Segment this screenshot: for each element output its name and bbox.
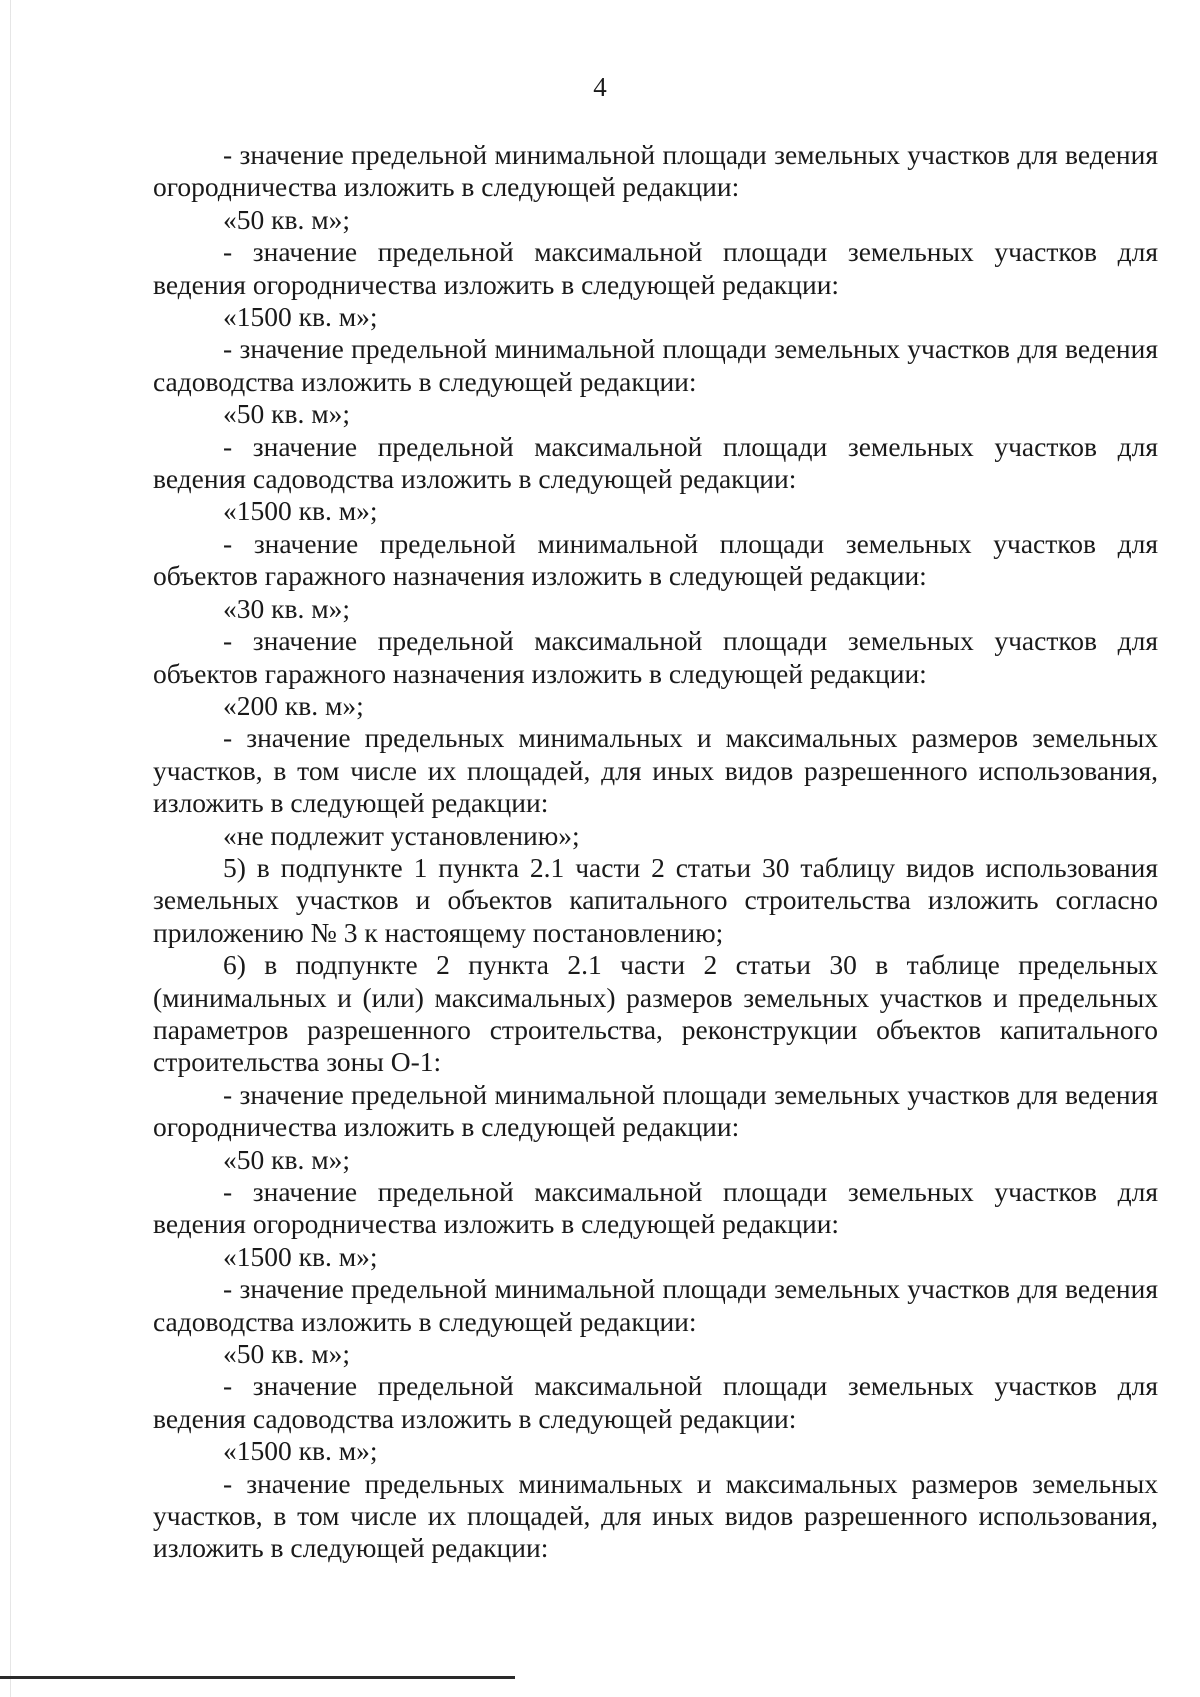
paragraph: - значение предельной минимальной площади земельных участков для ведения огородничества изложить в следующей редакции:	[153, 139, 1158, 203]
paragraph: - значение предельной максимальной площади земельных участков для ведения огородничества изложить в следующей редакции:	[153, 1176, 1158, 1240]
paragraph: 5) в подпункте 1 пункта 2.1 части 2 статьи 30 таблицу видов использования земельных участков и объектов капитального строительства изложить согласно приложению № 3 к настоящему постановлению;	[153, 851, 1158, 948]
paragraph: - значение предельной минимальной площади земельных участков для ведения садоводства изложить в следующей редакции:	[153, 333, 1158, 397]
paragraph: - значение предельной максимальной площади земельных участков для объектов гаражного назначения изложить в следующей редакции:	[153, 625, 1158, 689]
quoted-value: «50 кв. м»;	[223, 398, 351, 430]
page-number: 4	[593, 72, 607, 102]
quoted-value: «30 кв. м»;	[223, 592, 351, 624]
scan-left-edge	[10, 0, 11, 1697]
quoted-value: «50 кв. м»;	[223, 203, 351, 235]
paragraph: - значение предельной минимальной площади земельных участков для ведения огородничества изложить в следующей редакции:	[153, 1078, 1158, 1143]
paragraph: - значение предельной минимальной площади земельных участков для ведения садоводства изложить в следующей редакции:	[153, 1273, 1158, 1337]
quoted-value: «50 кв. м»;	[223, 1338, 351, 1370]
quoted-value: «50 кв. м»;	[223, 1143, 351, 1175]
paragraph: - значение предельной максимальной площади земельных участков для ведения садоводства изложить в следующей редакции:	[153, 1370, 1158, 1434]
scan-bottom-rule	[0, 1676, 515, 1679]
quoted-value: «не подлежит установлению»;	[223, 819, 580, 851]
paragraph: - значение предельной максимальной площади земельных участков для ведения садоводства изложить в следующей редакции:	[153, 430, 1158, 495]
quoted-value: «1500 кв. м»;	[223, 301, 378, 333]
paragraph: - значение предельных минимальных и максимальных размеров земельных участков, в том числе их площадей, для иных видов разрешенного использования, изложить в следующей редакции:	[153, 722, 1158, 819]
quoted-value: «200 кв. м»;	[223, 689, 364, 721]
quoted-value: «1500 кв. м»;	[223, 1435, 378, 1467]
document-body	[153, 139, 1158, 1565]
quoted-value: «1500 кв. м»;	[223, 495, 378, 527]
paragraph: - значение предельных минимальных и максимальных размеров земельных участков, в том числе их площадей, для иных видов разрешенного использования, изложить в следующей редакции:	[153, 1467, 1158, 1564]
paragraph: - значение предельной минимальной площади земельных участков для объектов гаражного назначения изложить в следующей редакции:	[153, 527, 1158, 592]
quoted-value: «1500 кв. м»;	[223, 1240, 378, 1272]
paragraph: 6) в подпункте 2 пункта 2.1 части 2 статьи 30 в таблице предельных (минимальных и (или) максимальных) размеров земельных участков и предельных параметров разрешенного строительства, реконструкции объектов капитального строительства зоны О-1:	[153, 949, 1158, 1078]
paragraph: - значение предельной максимальной площади земельных участков для ведения огородничества изложить в следующей редакции:	[153, 236, 1158, 300]
